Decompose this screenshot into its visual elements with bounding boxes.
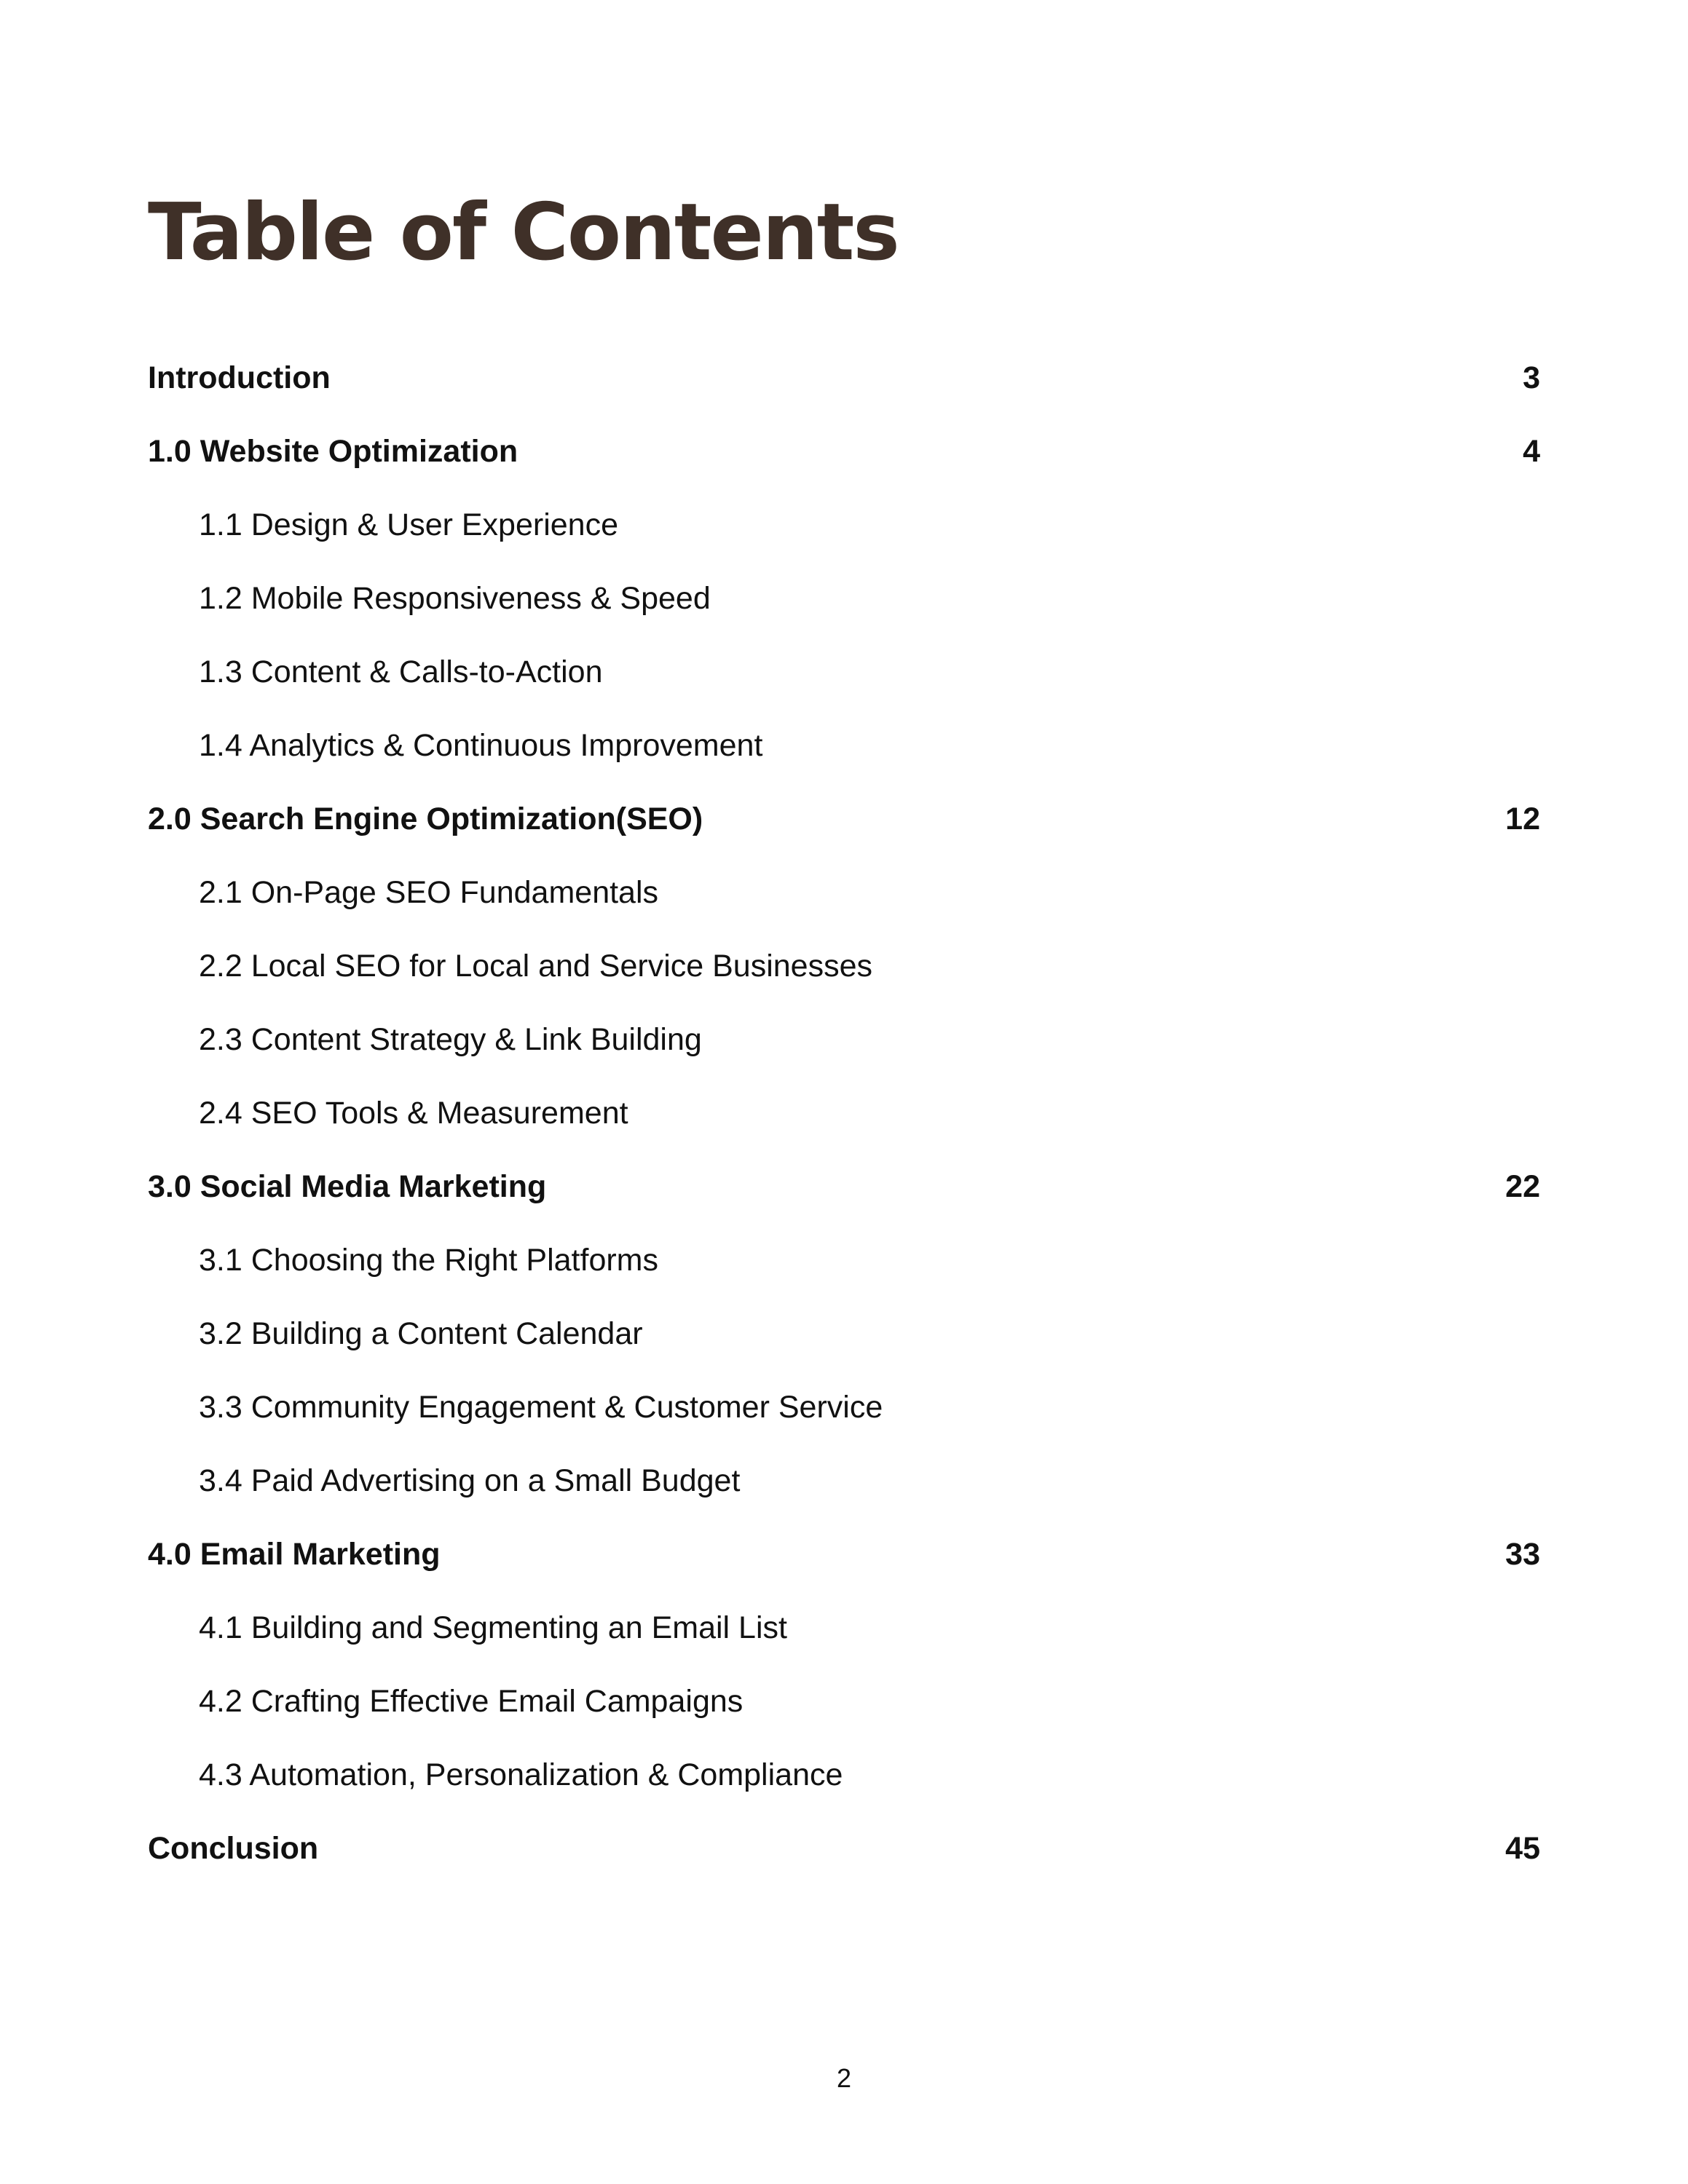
toc-subentry-label: 1.3 Content & Calls-to-Action bbox=[199, 654, 603, 689]
toc-subentry[interactable] bbox=[148, 929, 1540, 1002]
toc-subentry[interactable] bbox=[148, 561, 1540, 635]
toc-entry-label: Conclusion bbox=[148, 1830, 319, 1866]
toc-subentry-label: 1.4 Analytics & Continuous Improvement bbox=[199, 727, 763, 763]
toc-subentry-label: 2.2 Local SEO for Local and Service Businesses bbox=[199, 948, 873, 984]
toc-subentry[interactable] bbox=[148, 1591, 1540, 1664]
toc-entry-conclusion[interactable] bbox=[148, 1811, 1540, 1885]
toc-subentry[interactable] bbox=[148, 1076, 1540, 1150]
table-of-contents bbox=[148, 341, 1540, 1885]
toc-entry-label: 1.0 Website Optimization bbox=[148, 433, 518, 469]
toc-entry-introduction[interactable] bbox=[148, 341, 1540, 414]
toc-entry-page: 4 bbox=[1523, 433, 1540, 469]
toc-entry-website-optimization[interactable] bbox=[148, 414, 1540, 488]
toc-entry-email-marketing[interactable] bbox=[148, 1517, 1540, 1591]
toc-subentry[interactable] bbox=[148, 1738, 1540, 1811]
toc-subentry-label: 3.3 Community Engagement & Customer Service bbox=[199, 1389, 883, 1425]
page-number: 2 bbox=[836, 2063, 852, 2093]
toc-subentry-label: 3.1 Choosing the Right Platforms bbox=[199, 1242, 658, 1278]
toc-subentry-label: 1.1 Design & User Experience bbox=[199, 507, 619, 542]
toc-subentry[interactable] bbox=[148, 1444, 1540, 1517]
toc-subentry[interactable] bbox=[148, 1002, 1540, 1076]
toc-subentry-label: 2.3 Content Strategy & Link Building bbox=[199, 1021, 702, 1057]
toc-subentry[interactable] bbox=[148, 1370, 1540, 1444]
toc-entry-seo[interactable] bbox=[148, 782, 1540, 855]
toc-subentry[interactable] bbox=[148, 708, 1540, 782]
toc-subentry[interactable] bbox=[148, 488, 1540, 561]
toc-entry-label: 4.0 Email Marketing bbox=[148, 1536, 441, 1572]
toc-subentry[interactable] bbox=[148, 635, 1540, 708]
toc-entry-label: Introduction bbox=[148, 360, 331, 395]
toc-entry-page: 3 bbox=[1523, 360, 1540, 395]
toc-entry-label: 3.0 Social Media Marketing bbox=[148, 1168, 547, 1204]
toc-subentry-label: 1.2 Mobile Responsiveness & Speed bbox=[199, 580, 711, 616]
toc-entry-label: 2.0 Search Engine Optimization(SEO) bbox=[148, 801, 703, 836]
toc-subentry-label: 4.2 Crafting Effective Email Campaigns bbox=[199, 1683, 744, 1719]
toc-entry-page: 45 bbox=[1505, 1830, 1540, 1866]
toc-entry-page: 12 bbox=[1505, 801, 1540, 836]
toc-subentry-label: 3.2 Building a Content Calendar bbox=[199, 1315, 643, 1351]
toc-subentry[interactable] bbox=[148, 1664, 1540, 1738]
toc-subentry-label: 2.4 SEO Tools & Measurement bbox=[199, 1095, 628, 1131]
toc-entry-page: 22 bbox=[1505, 1168, 1540, 1204]
toc-subentry[interactable] bbox=[148, 1223, 1540, 1297]
toc-subentry-label: 4.1 Building and Segmenting an Email List bbox=[199, 1610, 787, 1645]
toc-entry-social-media-marketing[interactable] bbox=[148, 1150, 1540, 1223]
toc-subentry[interactable] bbox=[148, 1297, 1540, 1370]
toc-entry-page: 33 bbox=[1505, 1536, 1540, 1572]
toc-subentry-label: 2.1 On-Page SEO Fundamentals bbox=[199, 874, 659, 910]
toc-subentry-label: 3.4 Paid Advertising on a Small Budget bbox=[199, 1463, 741, 1498]
toc-subentry[interactable] bbox=[148, 855, 1540, 929]
toc-subentry-label: 4.3 Automation, Personalization & Compliance bbox=[199, 1757, 843, 1792]
page-title: Table of Contents bbox=[148, 187, 899, 278]
